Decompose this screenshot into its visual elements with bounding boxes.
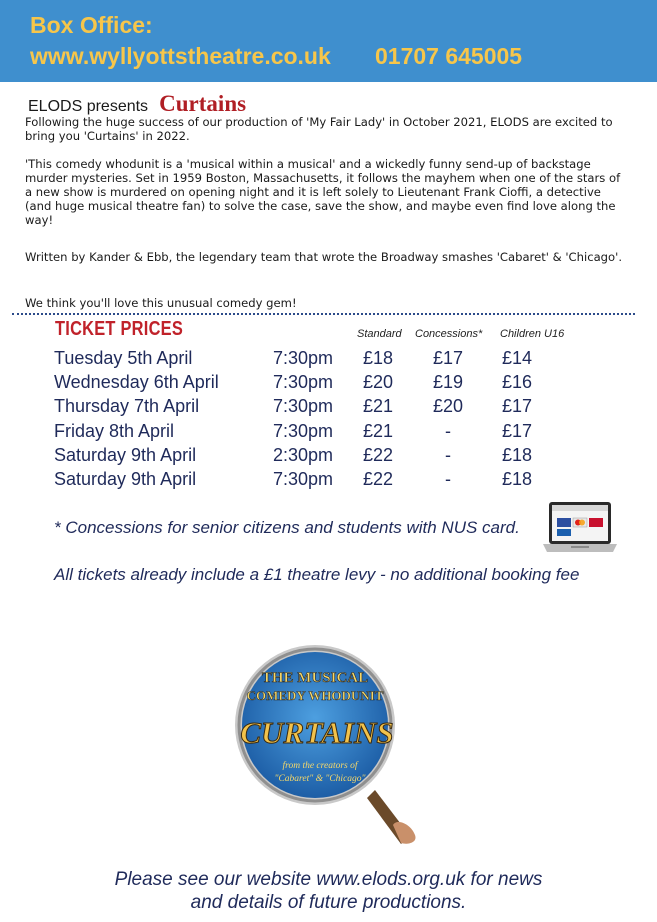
performance-time: 7:30pm xyxy=(273,420,334,441)
logo-title: CURTAINS xyxy=(240,715,394,750)
show-title: Curtains xyxy=(159,91,247,116)
performance-time: 2:30pm xyxy=(273,444,334,465)
closing-paragraph: We think you'll love this unusual comedy gem! xyxy=(25,296,297,310)
logo-tagline-1: from the creators of xyxy=(282,761,358,771)
performance-date: Wednesday 6th April xyxy=(54,372,219,393)
ticket-prices-heading: TICKET PRICES xyxy=(55,318,184,340)
standard-price: £20 xyxy=(363,372,394,393)
concession-price: - xyxy=(445,444,451,465)
children-price: £17 xyxy=(502,420,533,441)
box-office-phone: 01707 645005 xyxy=(375,43,523,69)
standard-price: £18 xyxy=(363,348,394,368)
performance-time: 7:30pm xyxy=(273,396,334,417)
standard-price: £22 xyxy=(363,444,394,465)
logo-line-1: THE MUSICAL xyxy=(261,670,369,686)
children-price: £18 xyxy=(502,468,533,489)
footer-line-2: and details of future productions. xyxy=(190,892,467,913)
column-header-children: Children U16 xyxy=(500,328,565,340)
concession-price: £17 xyxy=(433,348,464,368)
children-price: £14 xyxy=(502,348,533,368)
credits-paragraph: Written by Kander & Ebb, the legendary team that wrote the Broadway smashes 'Cabaret' & 'Chicago'. xyxy=(25,250,623,264)
concession-price: £20 xyxy=(433,396,464,417)
performance-time: 7:30pm xyxy=(273,468,334,489)
box-office-banner xyxy=(0,0,657,82)
standard-price: £21 xyxy=(363,396,394,417)
standard-price: £22 xyxy=(363,468,394,489)
performance-date: Thursday 7th April xyxy=(54,396,200,417)
footer-message xyxy=(0,868,657,914)
price-row xyxy=(0,372,657,396)
intro-paragraph: Following the huge success of our production of 'My Fair Lady' in October 2021, ELODS are excited to bring you 'Curtains' in 2022. xyxy=(25,115,613,143)
standard-price: £21 xyxy=(363,420,394,441)
concession-price: £19 xyxy=(433,372,464,393)
footer-line-1: Please see our website www.elods.org.uk for news xyxy=(114,869,543,890)
dotted-divider xyxy=(12,313,635,315)
column-header-standard: Standard xyxy=(357,328,402,340)
price-row xyxy=(0,445,657,469)
concessions-note: * Concessions for senior citizens and students with NUS card. xyxy=(54,518,520,537)
concession-price: - xyxy=(445,420,451,441)
price-row xyxy=(0,469,657,493)
laptop-payment-icon xyxy=(541,500,619,558)
performance-date: Tuesday 5th April xyxy=(54,348,193,368)
performance-date: Saturday 9th April xyxy=(54,444,197,465)
children-price: £16 xyxy=(502,372,533,393)
performance-date: Saturday 9th April xyxy=(54,468,197,489)
price-row xyxy=(0,396,657,420)
logo-tagline-2: "Cabaret" & "Chicago" xyxy=(274,774,366,784)
column-header-concessions: Concessions* xyxy=(415,328,483,340)
levy-note: All tickets already include a £1 theatre levy - no additional booking fee xyxy=(54,565,580,584)
performance-time: 7:30pm xyxy=(273,372,334,393)
performance-date: Friday 8th April xyxy=(54,420,175,441)
box-office-website[interactable]: www.wyllyottstheatre.co.uk xyxy=(30,43,331,69)
presents-label: ELODS presents xyxy=(28,98,149,115)
children-price: £18 xyxy=(502,444,533,465)
concession-price: - xyxy=(445,468,451,489)
performance-time: 7:30pm xyxy=(273,348,334,368)
logo-line-2: COMEDY WHODUNIT xyxy=(246,688,384,703)
children-price: £17 xyxy=(502,396,533,417)
curtains-magnifier-logo xyxy=(225,640,430,845)
ticket-price-table xyxy=(0,348,657,493)
price-row xyxy=(0,348,657,372)
show-heading xyxy=(28,91,246,117)
price-row xyxy=(0,421,657,445)
synopsis-paragraph: 'This comedy whodunit is a 'musical within a musical' and a wickedly funny send-up of backstage murder mysteries. Set in 1959 Boston, Massachusetts, it follows the mayhem when one of the stars of a new show is murdered on opening night and it is left solely to Lieutenant Frank Cioffi, a detective (and huge musical theatre fan) to solve the case, save the show, and maybe even find love along the way! xyxy=(25,157,621,227)
box-office-label: Box Office: xyxy=(30,12,153,38)
